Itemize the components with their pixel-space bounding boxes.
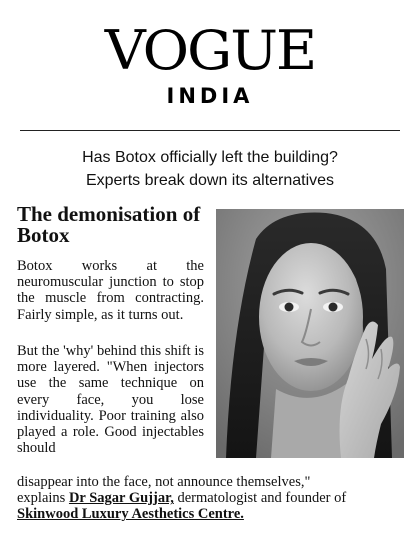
headline-line-1: Has Botox officially left the building?	[82, 149, 338, 166]
edition-label: INDIA	[166, 84, 254, 108]
masthead	[0, 19, 420, 108]
section-title-line-1: The demonisation of	[17, 202, 201, 226]
clinic-name-link[interactable]: Skinwood Luxury Aesthetics Centre.	[17, 506, 244, 523]
paragraph-3	[17, 474, 403, 523]
paragraph-2: But the 'why' behind this shift is more layered. "When injectors use the same technique on every face, you lose individuality. Poor training also played a role. Good injectables should	[17, 343, 204, 457]
headline-line-2: Experts break down its alternatives	[85, 172, 335, 189]
paragraph-3-line-2	[17, 490, 403, 506]
header-divider	[20, 130, 400, 131]
expert-name-link[interactable]: Dr Sagar Gujjar,	[68, 490, 174, 507]
article-headline	[20, 146, 400, 192]
paragraph-3-line-3	[17, 506, 403, 522]
vogue-logo: VOGUE	[104, 19, 316, 82]
explains-text: explains	[17, 490, 66, 507]
portrait-photo	[216, 209, 404, 458]
section-title	[17, 204, 217, 246]
section-title-line-2: Botox	[17, 223, 70, 247]
portrait-illustration	[216, 209, 404, 458]
paragraph-1: Botox works at the neuromuscular junction to stop the muscle from contracting. Fairly simple, as it turns out.	[17, 258, 204, 323]
expert-role-text: dermatologist and founder of	[177, 490, 347, 507]
paragraph-3-line-1: disappear into the face, not announce themselves,"	[17, 474, 311, 490]
